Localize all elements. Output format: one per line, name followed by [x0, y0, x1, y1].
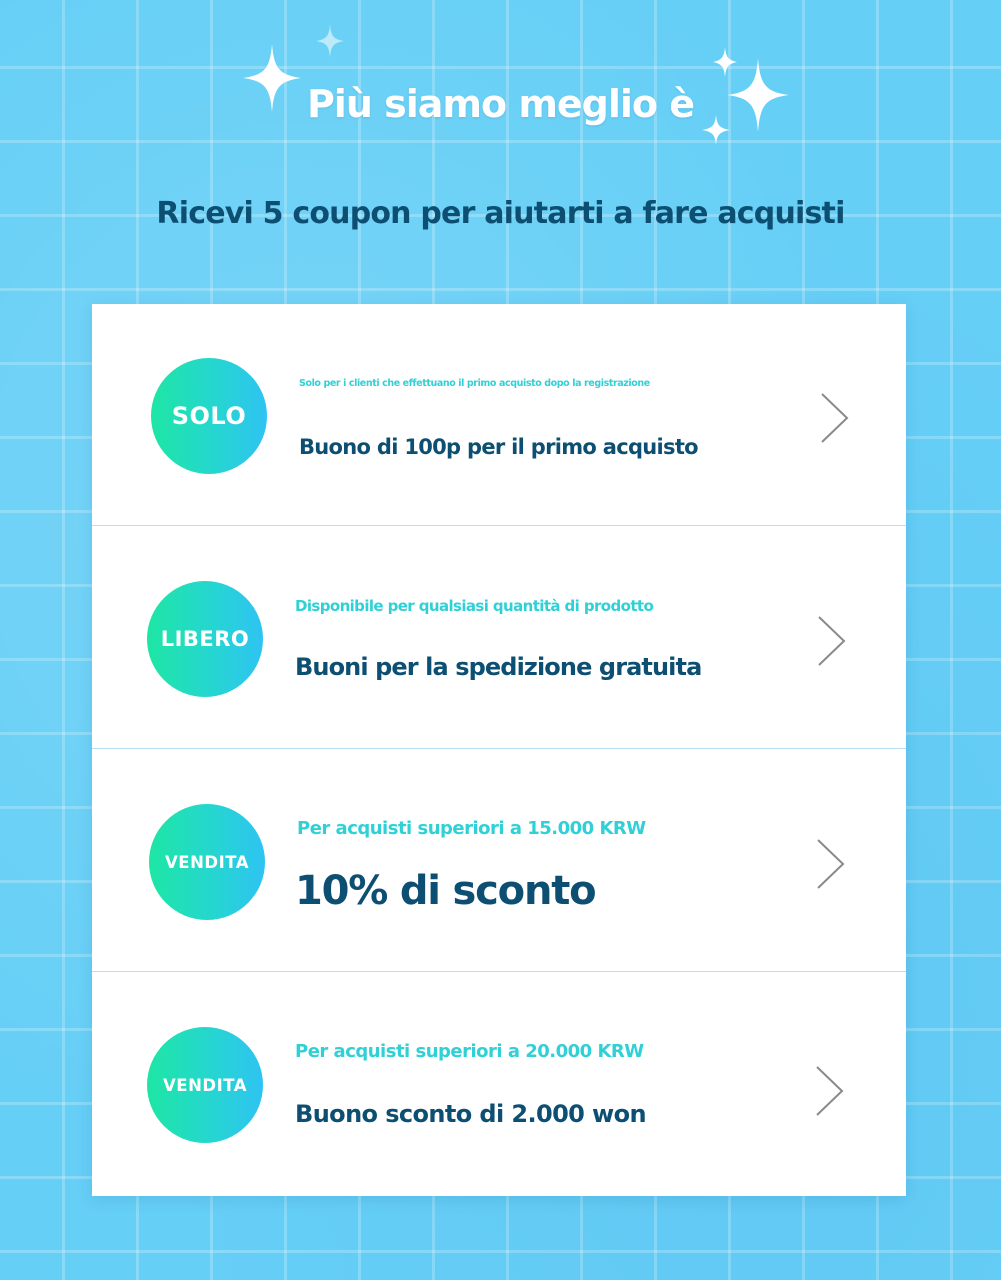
chevron-right-icon[interactable]	[813, 1065, 845, 1117]
coupon-offer: Buono di 100p per il primo acquisto	[299, 435, 698, 459]
chevron-right-icon[interactable]	[815, 615, 847, 667]
coupon-badge-label: VENDITA	[165, 852, 249, 872]
coupon-offer: 10% di sconto	[295, 868, 596, 914]
coupon-row-libero[interactable]	[92, 527, 906, 749]
coupon-badge	[151, 358, 267, 474]
coupon-offer: Buoni per la spedizione gratuita	[295, 653, 702, 681]
coupon-list	[92, 304, 906, 1196]
coupon-badge-label: VENDITA	[163, 1075, 247, 1095]
coupon-badge	[147, 1027, 263, 1143]
chevron-right-icon[interactable]	[818, 392, 850, 444]
coupon-condition: Solo per i clienti che effettuano il primo acquisto dopo la registrazione	[299, 378, 650, 389]
coupon-condition: Per acquisti superiori a 20.000 KRW	[295, 1041, 644, 1062]
coupon-offer: Buono sconto di 2.000 won	[295, 1100, 646, 1128]
page-subtitle: Ricevi 5 coupon per aiutarti a fare acquisti	[156, 196, 845, 231]
page-title: Più siamo meglio è	[306, 82, 695, 126]
coupon-condition: Disponibile per qualsiasi quantità di prodotto	[295, 597, 654, 615]
coupon-row-vendita-15000[interactable]	[92, 750, 906, 972]
coupon-row-solo[interactable]	[92, 304, 906, 526]
sparkle-icon	[316, 24, 344, 58]
chevron-right-icon[interactable]	[814, 838, 846, 890]
coupon-badge	[149, 804, 265, 920]
coupon-badge-label: LIBERO	[160, 627, 250, 651]
coupon-badge-label: SOLO	[171, 402, 247, 430]
coupon-badge	[147, 581, 263, 697]
coupon-condition: Per acquisti superiori a 15.000 KRW	[297, 818, 646, 839]
coupon-row-vendita-20000[interactable]	[92, 973, 906, 1196]
